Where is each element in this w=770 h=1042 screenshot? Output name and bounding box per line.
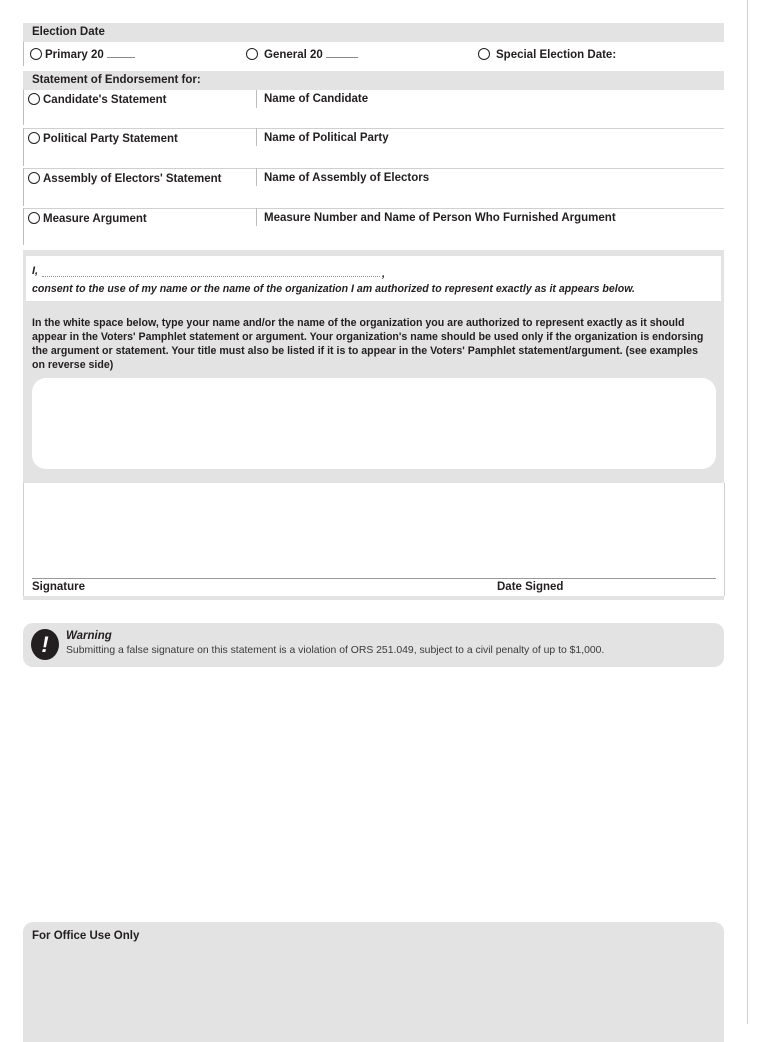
primary-year-blank[interactable] [107,57,135,58]
primary-radio[interactable] [30,48,42,60]
candidate-label: Candidate's Statement [43,94,167,106]
endorsement-row-2-left-border [23,128,24,166]
date-signed-label: Date Signed [497,581,564,593]
warning-text: Submitting a false signature on this statement is a violation of ORS 251.049, subject to a civil penalty of up to $1,000. [66,645,605,656]
general-radio[interactable] [246,48,258,60]
divider-2 [256,128,257,146]
special-option[interactable] [478,48,616,61]
assembly-label: Assembly of Electors' Statement [43,173,222,185]
signature-bottom-bar [23,596,724,600]
measure-option[interactable] [28,212,147,225]
general-year-blank[interactable] [326,57,358,58]
office-use-title: For Office Use Only [32,930,140,942]
election-date-band [23,23,724,42]
page-edge-line [747,0,748,1024]
primary-option[interactable] [30,48,135,61]
signature-line [32,578,716,579]
primary-label: Primary 20 [45,49,104,61]
special-label: Special Election Date: [496,49,617,61]
divider-1 [256,90,257,108]
warning-icon-glyph: ! [41,632,49,657]
assembly-option[interactable] [28,172,222,185]
election-date-title: Election Date [32,26,105,38]
instructions-text: In the white space below, type your name and/or the name of the organization you are authorized to represent exactly as it should appear in the Voters' Pamphlet statement or argument. Your organization's name should be used only if the organization is endorsing the argument or statement. Your title must also be listed if it is to appear in the Voters' Pamphlet statement/argument. (see examples on reverse side) [32,317,704,371]
endorsement-title: Statement of Endorsement for: [32,74,201,86]
assembly-radio[interactable] [28,172,40,184]
candidate-radio[interactable] [28,93,40,105]
party-radio[interactable] [28,132,40,144]
measure-label: Measure Argument [43,213,147,225]
endorsement-row-1-left-border [23,90,24,125]
party-label: Political Party Statement [43,133,178,145]
general-label: General 20 [264,49,323,61]
general-option[interactable] [246,48,358,61]
warning-title: Warning [66,630,112,642]
row-3-top-line [23,168,724,169]
consent-text: consent to the use of my name or the name of the organization I am authorized to represent exactly as it appears below. [32,283,635,295]
endorsement-row-3-left-border [23,168,24,206]
special-radio[interactable] [478,48,490,60]
measure-radio[interactable] [28,212,40,224]
signature-area[interactable] [23,483,725,596]
candidate-option[interactable] [28,93,167,106]
consent-comma: , [382,268,386,280]
party-name-field[interactable]: Name of Political Party [264,132,389,144]
candidate-name-field[interactable]: Name of Candidate [264,93,369,105]
consent-prefix: I, [32,265,39,277]
assembly-name-field[interactable]: Name of Assembly of Electors [264,172,430,184]
divider-3 [256,168,257,186]
measure-details-field[interactable]: Measure Number and Name of Person Who Furnished Argument [264,212,616,224]
name-entry-box[interactable] [32,378,716,469]
consent-name-blank[interactable] [42,276,380,277]
divider-4 [256,208,257,226]
row-2-top-line [23,128,724,129]
warning-icon [31,629,59,660]
endorsement-row-4-left-border [23,208,24,245]
row-4-top-line [23,208,724,209]
signature-label: Signature [32,581,86,593]
party-option[interactable] [28,132,178,145]
